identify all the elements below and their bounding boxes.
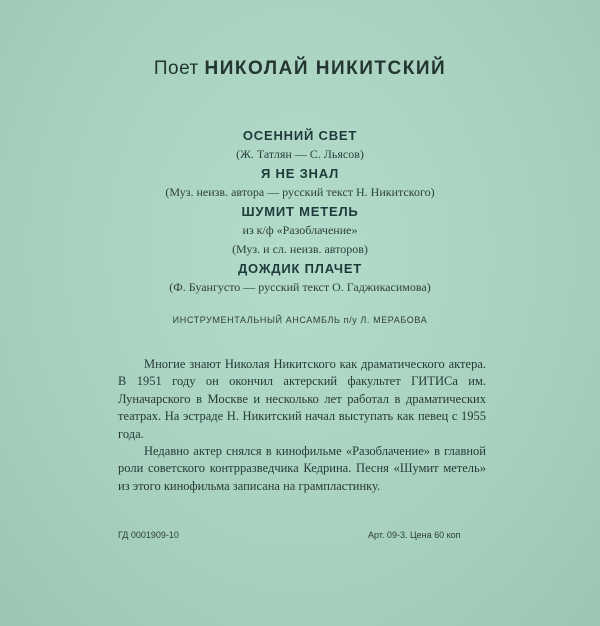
track-list [0,126,600,297]
track-credits: (Муз. неизв. автора — русский текст Н. Никитского) [165,185,435,199]
performer-name: НИКОЛАЙ НИКИТСКИЙ [204,58,447,79]
title-prefix: Поет [153,58,199,79]
track-credits: (Ж. Татлян — С. Льясов) [236,147,364,161]
track-item [0,259,600,297]
price-info: Арт. 09-3. Цена 60 коп [368,530,461,540]
track-title: ДОЖДИК ПЛАЧЕТ [237,261,363,276]
bio-paragraph: Недавно актер снялся в кинофильме «Разоблачение» в главной роли советского контрразведчика Кедрина. Песня «Шумит метель» из этого кинофильма записана на грампластинку. [118,444,486,493]
track-title: ОСЕННИЙ СВЕТ [242,128,358,143]
page-title [0,58,600,80]
track-credits: (Муз. и сл. неизв. авторов) [232,242,368,256]
ensemble-credit: ИНСТРУМЕНТАЛЬНЫЙ АНСАМБЛЬ п/у Л. МЕРАБОВА [172,315,428,325]
track-source: из к/ф «Разоблачение» [242,223,358,237]
bio-paragraph: Многие знают Николая Никитского как драматического актера. В 1951 году он окончил актерский факультет ГИТИСа им. Луначарского в Москве и несколько лет работал в драматических театрах. На эстраде Н. Никитский начал выступать как певец с 1955 года. [118,357,486,441]
catalog-number: ГД 0001909-10 [118,530,179,540]
track-title: ШУМИТ МЕТЕЛЬ [241,204,359,219]
track-item [0,126,600,164]
track-credits: (Ф. Буангусто — русский текст О. Гаджикасимова) [169,280,431,294]
track-item [0,164,600,202]
track-item [0,202,600,259]
biography [118,356,486,495]
track-title: Я НЕ ЗНАЛ [260,166,340,181]
